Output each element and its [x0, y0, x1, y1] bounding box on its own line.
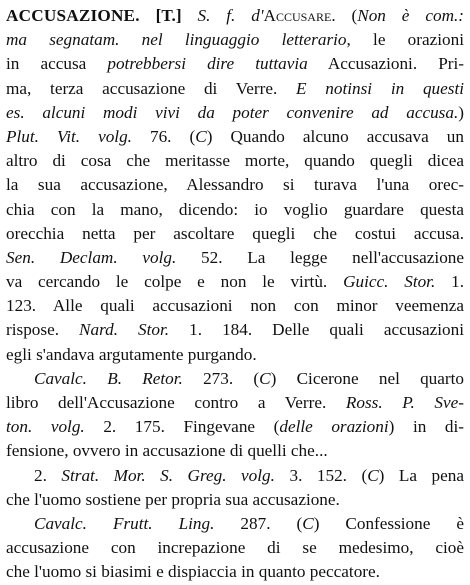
italic-segment: Ross. P. Sve-	[345, 393, 464, 412]
text-segment: ma, terza accusazione di Verre.	[6, 78, 297, 98]
entry-line	[6, 536, 464, 560]
entry-line	[6, 270, 464, 294]
entry-line	[6, 149, 464, 173]
italic-segment: delle orazioni	[279, 417, 389, 437]
text-segment: chia con la mano, dicendo: io voglio guardare questa	[6, 199, 464, 219]
italic-segment: Guicc. Stor.	[343, 272, 436, 292]
entry-line	[6, 28, 464, 52]
text-segment: , le orazioni	[346, 30, 464, 50]
text-segment: la sua accusazione, Alessandro si turava l'una orec-	[6, 175, 464, 195]
italic-segment: es. alcuni modi vivi da poter convenire ad accusa.	[6, 102, 459, 122]
italic-segment: E notinsi in questi	[296, 78, 465, 98]
entry-line	[6, 391, 464, 415]
headword: ACCUSAZIONE.	[6, 6, 140, 25]
text-segment: 1. 184. Delle quali accusazioni	[169, 320, 464, 340]
entry-line	[6, 464, 464, 488]
text-segment: 76. (	[131, 126, 196, 146]
text-segment: che l'uomo sostiene per propria sua accusazione.	[6, 489, 340, 509]
text-segment: ) Cicerone nel quarto	[270, 368, 464, 388]
italic-segment: C	[259, 368, 271, 388]
italic-segment: Plut. Vit. volg.	[6, 126, 132, 146]
text-segment: rispose.	[6, 320, 80, 340]
text-segment: orecchia netta per ascoltare quegli che costui accusa.	[6, 223, 464, 243]
entry-line	[6, 294, 464, 318]
italic-segment: Cavalc. B. Retor.	[34, 368, 183, 388]
entry-line	[6, 52, 464, 76]
italic-segment: S. f. d'	[197, 6, 264, 25]
italic-segment: ma segnatam. nel linguaggio letterario	[6, 30, 347, 50]
entry-line	[6, 4, 464, 28]
entry-line	[6, 488, 464, 512]
text-segment: libro dell'Accusazione contro a Verre.	[6, 393, 346, 412]
text-segment: egli s'andava argutamente purgando.	[6, 344, 257, 364]
text-segment: ) in di-	[388, 417, 464, 437]
entry-line	[6, 77, 464, 101]
italic-segment: Sen. Declam. volg.	[6, 247, 177, 267]
text-segment: . (	[331, 6, 358, 25]
text-segment: 1.	[435, 272, 464, 292]
text-segment: altro di cosa che meritasse morte, quando quegli dicea	[6, 151, 464, 171]
entry-line	[6, 101, 464, 125]
entry-text	[6, 4, 470, 585]
entry-line	[6, 343, 464, 367]
text-segment: 52. La legge nell'accusazione	[176, 247, 465, 267]
text-segment: )	[458, 102, 464, 122]
text-segment: 2.	[34, 465, 62, 485]
text-segment: ) Confessione è	[313, 513, 464, 533]
italic-segment: C	[195, 126, 207, 146]
text-segment: in accusa	[6, 54, 108, 74]
text-segment: 273. (	[182, 368, 260, 388]
entry-line	[6, 222, 464, 246]
entry-line	[6, 173, 464, 197]
text-segment: 287. (	[214, 513, 303, 533]
italic-segment: C	[302, 513, 314, 533]
small-caps-segment: Accusare	[263, 6, 332, 25]
entry-line	[6, 246, 464, 270]
text-segment: accusazione con increpazione di se medesimo, cioè	[6, 538, 464, 558]
entry-line	[6, 318, 464, 342]
text-segment: va cercando le colpe e non le virtù.	[6, 272, 344, 292]
text-segment: ) Quando alcuno accusava un	[206, 126, 464, 146]
entry-line	[6, 367, 464, 391]
entry-line	[6, 560, 464, 584]
text-segment: fensione, ovvero in accusazione di quelli che...	[6, 441, 328, 461]
italic-segment: ton. volg.	[6, 417, 85, 437]
text-segment: ) La pena	[378, 465, 464, 485]
entry-line	[6, 512, 464, 536]
entry-line	[6, 439, 464, 463]
italic-segment: Nard. Stor.	[79, 320, 170, 340]
bold-segment: [T.]	[139, 6, 198, 25]
text-segment: che l'uomo si biasimi e dispiaccia in quanto peccatore.	[6, 562, 380, 582]
italic-segment: Strat. Mor. S. Greg. volg.	[61, 465, 275, 485]
text-segment: 2. 175. Fingevane (	[84, 417, 280, 437]
text-segment: 123. Alle quali accusazioni non con minor veemenza	[6, 296, 464, 316]
entry-line	[6, 125, 464, 149]
italic-segment: potrebbersi dire tuttavia	[107, 54, 308, 74]
italic-segment: C	[367, 465, 379, 485]
entry-line	[6, 415, 464, 439]
italic-segment: Non è com.:	[357, 6, 465, 25]
text-segment: 3. 152. (	[274, 465, 368, 485]
entry-line	[6, 198, 464, 222]
italic-segment: Cavalc. Frutt. Ling.	[34, 513, 215, 533]
text-segment: Accusazioni. Pri-	[307, 54, 465, 74]
